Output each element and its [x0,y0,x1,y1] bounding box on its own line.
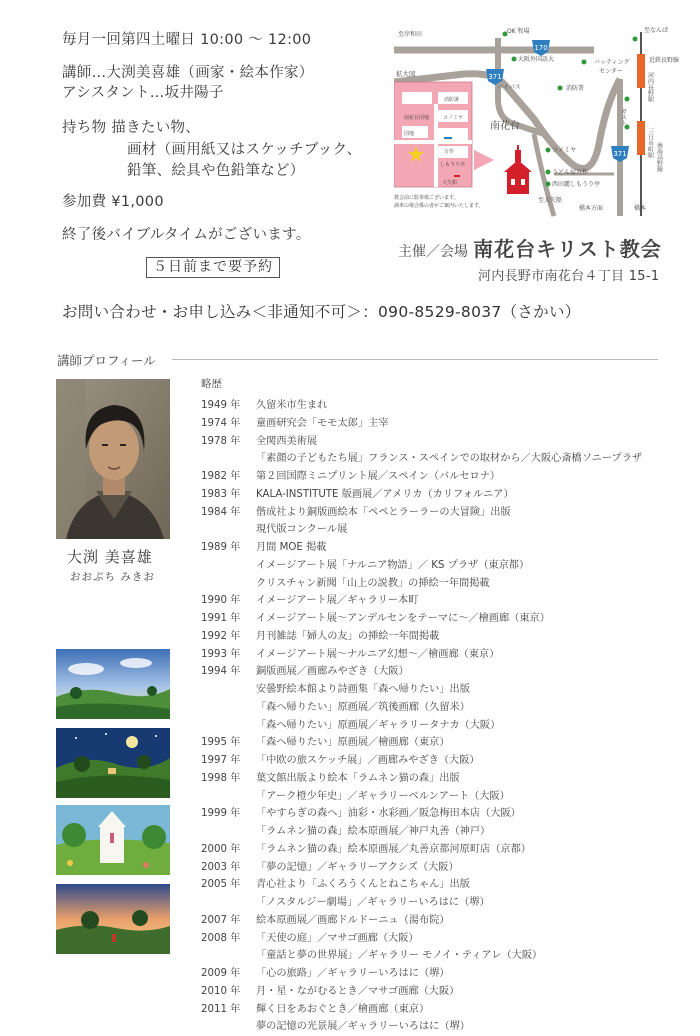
reservation-box: ５日前まで要予約 [146,257,280,278]
history-text: 葉文館出版より絵本「ラムネン猫の森」出版 [256,772,460,784]
svg-text:拡大図: 拡大図 [396,70,416,78]
schedule-line: 毎月一回第四土曜日 10:00 〜 12:00 [62,32,312,48]
history-year: 1983 年 [201,488,241,500]
artwork-night-village [56,728,170,798]
history-text: 「中欧の旅スケッチ展」／画廊みやざき（大阪） [256,755,480,766]
history-year: 1982 年 [201,471,241,482]
history-text: 絵本原画展／画廊ドルドーニュ（湯布院） [256,914,450,926]
fee-line: 参加費 ¥1,000 [62,194,164,210]
access-map [394,24,684,222]
history-text: 銅版画展／画廊みやざき（大阪） [256,666,409,678]
history-year: 1994 年 [201,666,241,678]
history-text: イメージアート展〜アンデルセンをテーマに〜／檜画廊（東京） [256,613,550,624]
history-year: 1997 年 [201,755,241,766]
history-text: 久留米市生まれ [256,400,328,411]
zoom-inset [394,82,472,187]
artwork-sunset-field [56,884,170,954]
history-year: 2000 年 [201,843,241,855]
history-text: KALA-INSTITUTE 版画展／アメリカ（カリフォルニア） [256,488,514,500]
items-line-2: 画材（画用紙又はスケッチブック、 [127,142,362,158]
history-year: 2010 年 [201,985,241,997]
svg-text:OK 牧場: OK 牧場 [507,28,530,35]
svg-text:バッティング: バッティング [594,59,630,66]
lecturer-portrait [56,379,170,539]
history-text: 全関西美術展 [256,435,318,447]
svg-text:しもうり亭: しもうり亭 [440,162,466,168]
history-year: 1998 年 [201,772,241,784]
items-line-1: 持ち物 描きたい物、 [62,120,201,136]
history-year: 1999 年 [201,808,241,820]
history-year: 2003 年 [201,861,241,873]
svg-text:ガスト: ガスト [619,108,627,126]
history-year: 1984 年 [201,506,241,518]
svg-text:消防署: 消防署 [566,85,585,92]
history-year: 1974 年 [201,417,241,429]
history-text: 「ノスタルジー劇場」／ギャラリーいろはに（堺） [256,897,490,908]
history-year: 2008 年 [201,932,241,944]
svg-text:教会前に駐車場ございます。: 教会前に駐車場ございます。 [394,195,459,201]
history-text: 現代版コンクール展 [256,524,348,536]
svg-text:至大矢船: 至大矢船 [538,197,563,204]
church-name: 南花台キリスト教会 [473,237,662,261]
history-text: 安曇野絵本館より詩画集「森へ帰りたい」出版 [256,684,470,695]
svg-text:南花台団地: 南花台団地 [404,115,430,121]
section-divider [172,359,658,360]
history-text: 夢の記憶の光景展／ギャラリーいろはに（堺） [256,1021,470,1033]
history-text: 童画研究会「モモ太郎」主宰 [256,417,389,429]
bible-time-line: 終了後バイブルタイムがございます。 [62,227,311,243]
history-text: イメージアート展〜ナルニア幻想〜／檜画廊（東京） [256,648,500,660]
svg-text:近鉄長野線: 近鉄長野線 [649,57,680,64]
history-year: 1978 年 [201,435,241,447]
svg-text:橋本方面: 橋本方面 [579,205,604,212]
history-year: 1992 年 [201,630,241,642]
history-text: 「やすらぎの森へ」油彩・水彩画／阪急梅田本店（大阪） [256,808,521,820]
history-text: 「童話と夢の世界展」／ギャラリー モノイ・ティアレ（大阪） [256,950,543,962]
assistant-line: アシスタント…坂井陽子 [62,85,224,101]
svg-text:バイパス: バイパス [497,84,521,91]
history-text: イメージアート展「ナルニア物語」／ KS プラザ（東京都） [256,559,530,571]
svg-text:371: 371 [488,73,502,81]
svg-text:コノミヤ: コノミヤ [552,147,577,154]
history-text: 輝く日をあおぐとき／檜画廊（東京） [256,1003,430,1015]
svg-text:橋本: 橋本 [634,205,647,212]
history-year: 1995 年 [201,737,241,749]
history-year: 2007 年 [201,914,241,926]
lecturer-line: 講師…大渕美喜雄（画家・絵本作家） [62,65,314,81]
svg-text:南海高野線: 南海高野線 [655,142,663,172]
history-text: 月・星・ながむるとき／マサゴ画廊（大阪） [256,985,460,997]
contact-line: お問い合わせ・お申し込み＜非通知不可＞：090-8529-8037（さかい） [62,303,581,321]
artwork-white-church [56,805,170,875]
svg-text:371: 371 [613,150,627,158]
history-text: 「ラムネン猫の森」絵本原画展／神戸丸善（神戸） [256,826,491,837]
history-text: 「アーク橙少年史」／ギャラリーベルンアート（大阪） [256,790,510,802]
profile-section-title: 講師プロフィール [57,353,156,368]
history-text: 第２回国際ミニプリント展／スペイン（バルセロナ） [256,471,501,482]
svg-text:万作: 万作 [444,149,455,155]
history-year: 2005 年 [201,879,241,891]
svg-text:南花台: 南花台 [490,121,520,132]
history-text: 「森へ帰りたい」原画展／檜画廊（東京） [256,737,450,749]
history-text: クリスチャン新聞「山上の説教」の挿絵一年間掲載 [256,577,490,589]
svg-text:至岸和田: 至岸和田 [398,31,423,38]
svg-text:満車の場合係の者がご案内いたします。: 満車の場合係の者がご案内いたします。 [394,203,484,209]
svg-text:消防署: 消防署 [444,97,460,103]
history-text: イメージアート展／ギャラリー本町 [256,595,419,607]
history-text: 「夢の記憶」／ギャラリーアクシズ（大阪） [256,861,459,873]
organizer-line [398,233,662,262]
artwork-landscape-1 [56,649,170,719]
lecturer-name-kana: おおぶち みきお [70,571,155,583]
history-year: 1993 年 [201,648,241,660]
history-year: 2009 年 [201,968,241,979]
history-year: 1990 年 [201,595,241,607]
history-text: 「天使の庭」／マサゴ画廊（大阪） [256,932,419,944]
svg-text:170: 170 [534,44,548,52]
history-year: 2011 年 [201,1003,241,1015]
organizer-label: 主催／会場 [398,244,468,260]
svg-text:河内長野駅: 河内長野駅 [646,72,654,102]
svg-text:西田麗しもうり亭: 西田麗しもうり亭 [552,181,601,188]
svg-text:センター: センター [599,68,623,75]
history-year: 1991 年 [201,613,241,624]
svg-text:至なんば: 至なんば [644,27,669,34]
history-text: 「ラムネン猫の森」絵本原画展／丸善京都河原町店（京都） [256,843,531,855]
svg-text:コノミヤ: コノミヤ [443,115,464,121]
history-year: 1949 年 [201,400,241,411]
history-year: 1989 年 [201,542,241,553]
history-text: 月間 MOE 掲載 [256,542,327,553]
history-text: 青心社より「ふくろうくんとねこちゃん」出版 [256,879,470,891]
svg-text:大阪外国語大: 大阪外国語大 [518,56,555,63]
svg-text:うどん屋万作: うどん屋万作 [552,169,589,176]
bio-heading: 略歴 [201,378,222,390]
items-line-3: 鉛筆、絵具や色鉛筆など） [127,163,305,179]
history-text: 「森へ帰りたい」原画展／ギャラリータナカ（大阪） [256,719,501,731]
history-text: 「素顔の子どもたち展」フランス・スペインでの取材から／大阪心斎橋ソニープラザ [256,453,643,465]
history-text: 偕成社より銅版画絵本「ペペとラーラーの大冒険」出版 [256,506,511,518]
history-text: 「心の旅路」／ギャラリーいろはに（堺） [256,968,450,979]
lecturer-name: 大渕 美喜雄 [67,548,153,566]
church-address: 河内長野市南花台４丁目 15-1 [478,269,660,284]
history-text: 月刊雑誌「婦人の友」の挿絵一年間掲載 [256,630,440,642]
svg-text:団地: 団地 [404,131,415,137]
svg-text:大矢船: 大矢船 [442,180,458,186]
history-text: 「森へ帰りたい」原画展／筑後画廊（久留米） [256,701,470,713]
svg-text:三日市町駅: 三日市町駅 [646,128,654,158]
